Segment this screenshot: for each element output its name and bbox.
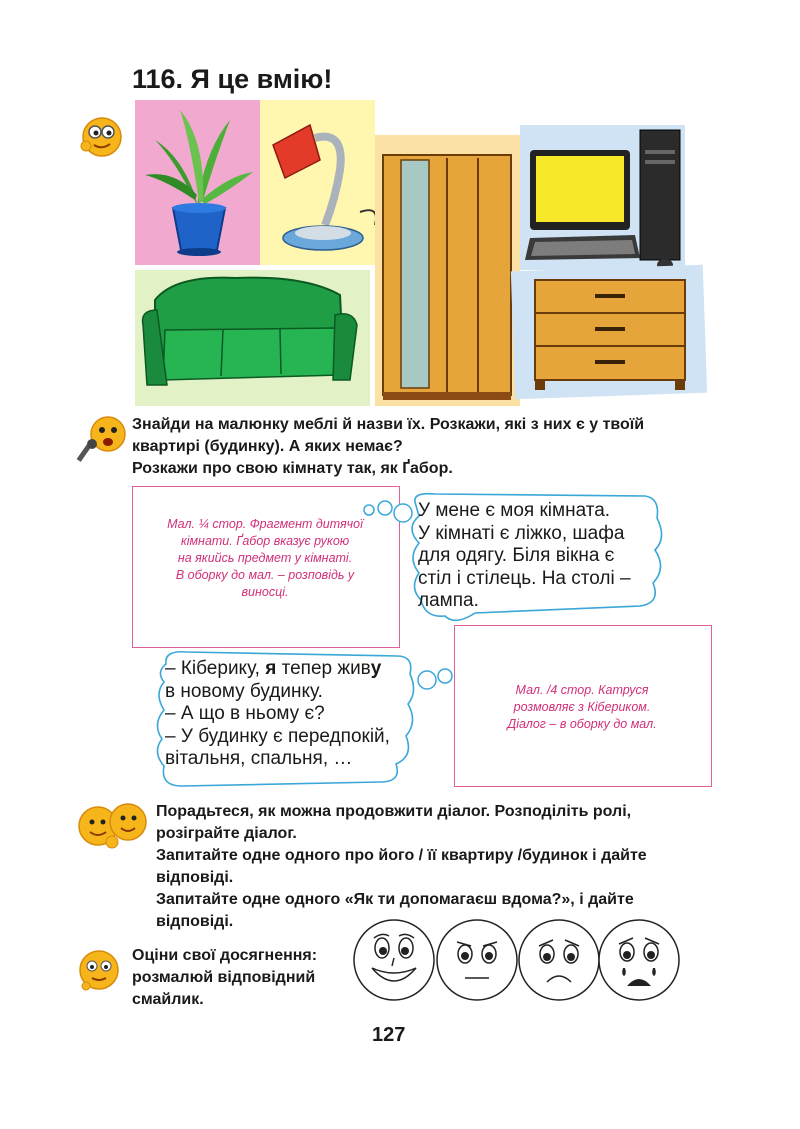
pair-task-line1: Порадьтеся, як можна продовжити діалог. Розподіліть ролі, xyxy=(156,803,632,820)
bubble1-line1: У мене є моя кімната. xyxy=(418,500,611,521)
note2-line3: Діалог – в оборку до мал. xyxy=(507,717,657,731)
crying-face-icon[interactable] xyxy=(597,918,681,1002)
pair-task-line3: Запитайте одне одного про його / її квартиру /будинок і дайте xyxy=(156,847,647,864)
self-assessment-line3: смайлик. xyxy=(132,991,204,1008)
happy-face-icon[interactable] xyxy=(352,918,436,1002)
note1-line4: В оборку до мал. – розповідь у xyxy=(175,568,355,582)
note1-line2: кімнати. Ґабор вказує рукою xyxy=(180,534,350,548)
pair-task-line5: Запитайте одне одного «Як ти допомагаєш вдома?», і дайте xyxy=(156,891,634,908)
sad-face-icon[interactable] xyxy=(517,918,601,1002)
self-assessment-line1: Оціни свої досягнення: xyxy=(132,947,318,964)
note1-line5: виносці. xyxy=(241,585,289,599)
bubble1-line5: лампа. xyxy=(418,590,479,611)
page-number: 127 xyxy=(372,1024,406,1046)
self-assessment-emoji-icon xyxy=(74,946,124,996)
dresser-picture xyxy=(511,265,707,400)
sofa-picture xyxy=(135,270,370,406)
neutral-face-icon[interactable] xyxy=(435,918,519,1002)
bubble2-line4: – У будинку є передпокій, xyxy=(165,725,390,747)
thinking-emoji-icon xyxy=(78,112,124,158)
bubble1-line4: стіл і стілець. На столі – xyxy=(418,567,631,589)
bubble2-line1-part-c: тепер жив xyxy=(276,658,371,679)
task2-text: Розкажи про свою кімнату так, як Ґабор. xyxy=(132,460,453,477)
computer-picture xyxy=(520,125,685,271)
lamp-picture xyxy=(260,100,376,265)
bubble2-line1-bold-ending: у xyxy=(370,658,382,679)
bubble2-line1-part-a: – Кіберику, xyxy=(165,658,266,679)
speaking-emoji-icon xyxy=(74,414,130,464)
furniture-illustration xyxy=(135,100,710,406)
pair-work-emoji-icon xyxy=(74,798,152,850)
bubble1-line2: У кімнаті є ліжко, шафа xyxy=(418,522,625,544)
note1-line3: на якийсь предмет у кімнаті. xyxy=(177,551,353,565)
pair-task-line6: відповіді. xyxy=(156,913,234,930)
note2-line2: розмовляє з Кібериком. xyxy=(513,700,651,714)
task1-line1: Знайди на малюнку меблі й назви їх. Розкажи, які з них є у твоїй xyxy=(132,416,645,433)
bubble1-line3: для одягу. Біля вікна є xyxy=(418,545,615,566)
bubble2-line5: вітальня, спальня, … xyxy=(165,748,353,769)
bubble2-line3: – А що в ньому є? xyxy=(165,703,325,724)
bubble2-line1 xyxy=(165,658,390,681)
bubble2-line1-bold-pronoun: я xyxy=(265,658,277,679)
wardrobe-picture xyxy=(375,135,520,406)
page-title: 116. Я це вмію! xyxy=(132,64,333,94)
pair-task-line2: розіграйте діалог. xyxy=(156,825,297,842)
note2-line1: Мал. /4 стор. Катруся xyxy=(515,683,649,697)
bubble2-line2: в новому будинку. xyxy=(165,680,323,702)
plant-picture xyxy=(135,100,260,265)
self-assessment-line2: розмалюй відповідний xyxy=(132,969,316,986)
note1-line1: Мал. ¼ стор. Фрагмент дитячої xyxy=(167,517,363,531)
pair-task-line4: відповіді. xyxy=(156,869,234,886)
task1-line2: квартирі (будинку). А яких немає? xyxy=(132,438,403,455)
